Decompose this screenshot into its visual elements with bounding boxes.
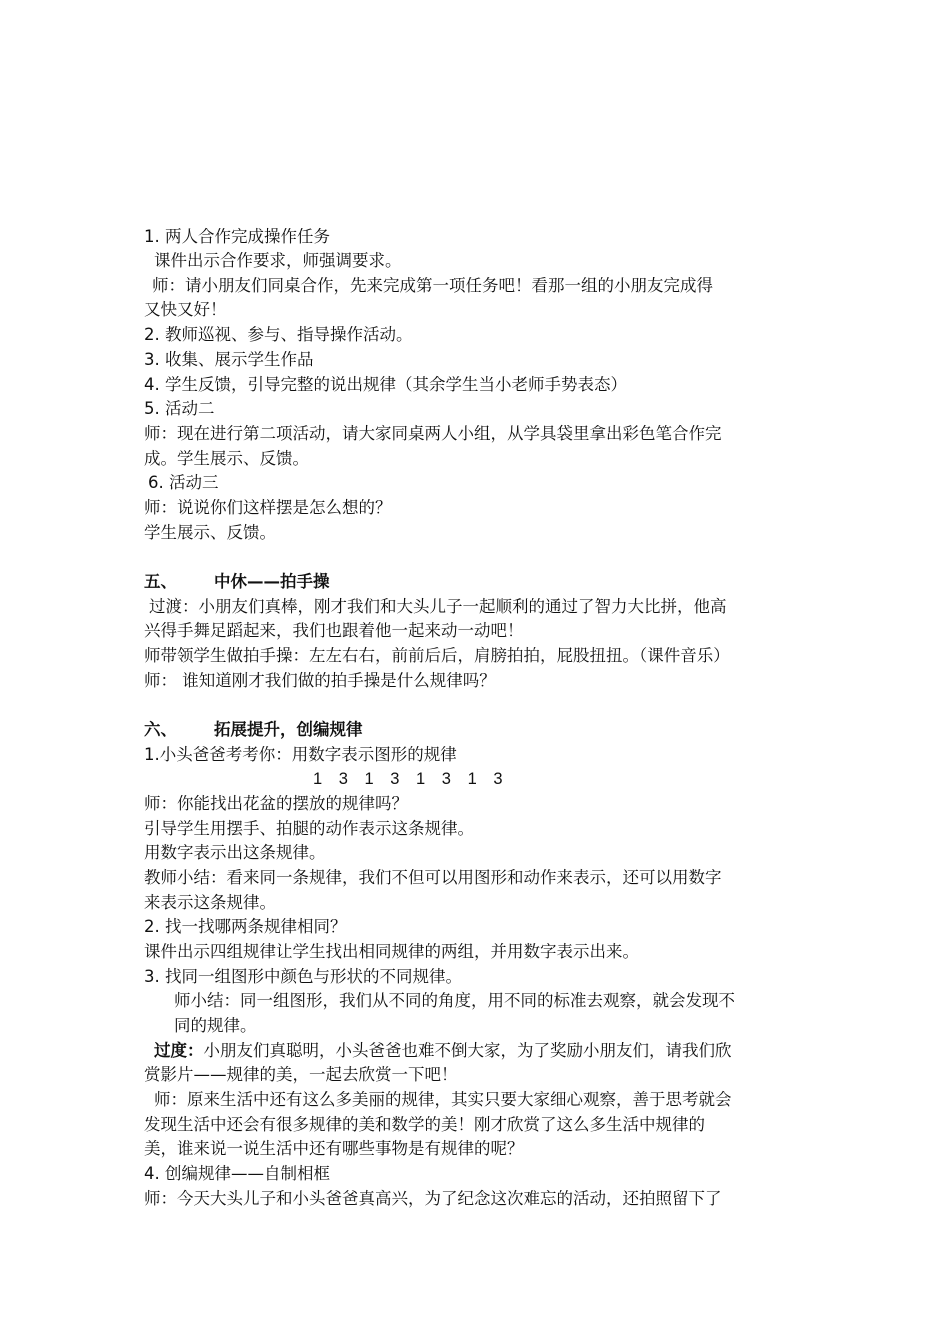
list-item: 1.小头爸爸考考你：用数字表示图形的规律: [144, 745, 457, 764]
paragraph-line: 教师小结：看来同一条规律，我们不但可以用图形和动作来表示，还可以用数字: [144, 868, 722, 887]
list-item: 3. 收集、展示学生作品: [144, 350, 314, 369]
section-heading-6: [144, 718, 363, 742]
list-item: 5. 活动二: [144, 399, 215, 418]
list-item: 2. 找一找哪两条规律相同？: [144, 917, 347, 936]
list-item: 2. 教师巡视、参与、指导操作活动。: [144, 325, 413, 344]
paragraph-line: 师：现在进行第二项活动，请大家同桌两人小组，从学具袋里拿出彩色笔合作完: [144, 424, 722, 443]
paragraph-line: 师：请小朋友们同桌合作，先来完成第一项任务吧！看那一组的小朋友完成得: [152, 276, 713, 295]
paragraph-line: 师带领学生做拍手操：左左右右，前前后后，肩膀拍拍，屁股扭扭。（课件音乐）: [144, 646, 730, 665]
paragraph-line: [154, 1039, 732, 1063]
paragraph-line: 引导学生用摆手、拍腿的动作表示这条规律。: [144, 819, 474, 838]
paragraph-line: 师小结：同一组图形，我们从不同的角度，用不同的标准去观察，就会发现不: [174, 991, 735, 1010]
transition-label: 过度：: [154, 1041, 204, 1060]
list-item: 4. 创编规律——自制相框: [144, 1164, 330, 1183]
paragraph-line: 成。学生展示、反馈。: [144, 449, 309, 468]
paragraph-line: 课件出示四组规律让学生找出相同规律的两组，并用数字表示出来。: [144, 942, 639, 961]
section-number: 六、: [144, 720, 177, 739]
section-title: 拓展提升，创编规律: [214, 720, 363, 739]
list-item: 6. 活动三: [148, 473, 219, 492]
paragraph-line: 师：今天大头儿子和小头爸爸真高兴，为了纪念这次难忘的活动，还拍照留下了: [144, 1189, 722, 1208]
paragraph-line: 同的规律。: [174, 1016, 257, 1035]
paragraph-line: 又快又好！: [144, 300, 227, 319]
list-item: 4. 学生反馈，引导完整的说出规律（其余学生当小老师手势表态）: [144, 375, 627, 394]
list-item: 3. 找同一组图形中颜色与形状的不同规律。: [144, 967, 462, 986]
paragraph-line: 课件出示合作要求，师强调要求。: [154, 251, 402, 270]
section-title: 中休——拍手操: [214, 572, 330, 591]
paragraph-line: 兴得手舞足蹈起来，我们也跟着他一起来动一动吧！: [144, 621, 524, 640]
paragraph-line: 师： 谁知道刚才我们做的拍手操是什么规律吗？: [144, 671, 496, 690]
paragraph-line: 师：原来生活中还有这么多美丽的规律，其实只要大家细心观察，善于思考就会: [154, 1090, 732, 1109]
paragraph-line: 师：你能找出花盆的摆放的规律吗？: [144, 794, 408, 813]
section-heading-5: [144, 570, 330, 594]
paragraph-line: 来表示这条规律。: [144, 893, 276, 912]
number-sequence: 1 3 1 3 1 3 1 3: [313, 770, 509, 788]
task-1-heading: 1. 两人合作完成操作任务: [144, 227, 330, 246]
paragraph-line: 学生展示、反馈。: [144, 523, 276, 542]
paragraph-line: 赏影片——规律的美，一起去欣赏一下吧！: [144, 1065, 458, 1084]
paragraph-line: 过渡：小朋友们真棒，刚才我们和大头儿子一起顺利的通过了智力大比拼，他高: [149, 597, 727, 616]
paragraph-line: 用数字表示出这条规律。: [144, 843, 326, 862]
paragraph-line: 美，谁来说一说生活中还有哪些事物是有规律的呢？: [144, 1139, 524, 1158]
transition-text: 小朋友们真聪明，小头爸爸也难不倒大家，为了奖励小朋友们，请我们欣: [203, 1041, 732, 1060]
paragraph-line: 师：说说你们这样摆是怎么想的？: [144, 498, 392, 517]
paragraph-line: 发现生活中还会有很多规律的美和数学的美！刚才欣赏了这么多生活中规律的: [144, 1115, 705, 1134]
section-number: 五、: [144, 572, 177, 591]
